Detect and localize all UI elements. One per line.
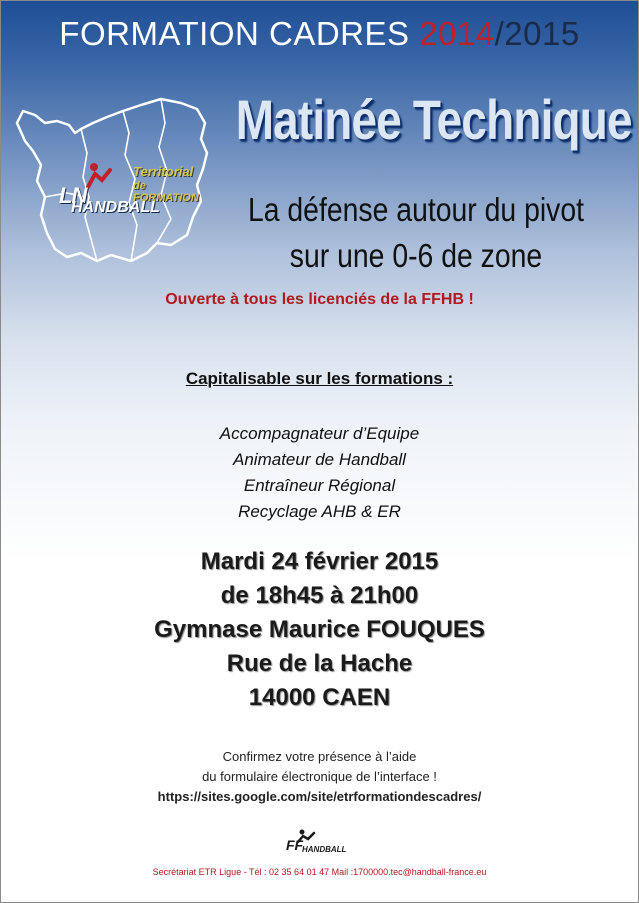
logo-handball-text: HANDBALL xyxy=(71,199,160,216)
header-year-start: 2014 xyxy=(419,15,495,52)
event-street: Rue de la Hache xyxy=(226,650,413,677)
handball-player-icon xyxy=(85,161,115,191)
header-slash: / xyxy=(494,15,505,52)
logo-formation-text: de FORMATION xyxy=(133,180,199,204)
training-item: Entraîneur Régional xyxy=(243,476,396,495)
training-item: Animateur de Handball xyxy=(233,450,406,469)
logo-territorial-text: Territorial xyxy=(133,164,194,179)
ffhandball-logo xyxy=(282,829,358,857)
training-item: Accompagnateur d’Equipe xyxy=(219,424,420,443)
header-title xyxy=(1,15,638,53)
open-notice: Ouverte à tous les licenciés de la FFHB ! xyxy=(165,291,474,308)
main-title: Matinée Technique xyxy=(235,88,632,151)
registration-link[interactable]: https://sites.google.com/site/etrformationdescadres/ xyxy=(157,789,482,804)
footer-logo-ff-text: FF xyxy=(286,837,304,853)
confirm-line-2: du formulaire électronique de l’interface ! xyxy=(202,769,437,784)
training-item: Recyclage AHB & ER xyxy=(238,502,401,521)
logo-ln-text: LN xyxy=(59,183,87,208)
confirm-line-1: Confirmez votre présence à l’aide xyxy=(222,749,417,764)
capitalisable-heading: Capitalisable sur les formations : xyxy=(185,369,454,388)
secretariat-contact: Secrétariat ETR Ligue - Tél : 02 35 64 01 47 Mail :1700000.tec@handball-france.eu xyxy=(152,867,487,877)
event-venue: Gymnase Maurice FOUQUES xyxy=(154,616,485,643)
trainings-list xyxy=(1,421,638,525)
subtitle-line-2: sur une 0-6 de zone xyxy=(289,237,543,274)
header-year-end: 2015 xyxy=(504,15,580,52)
subtitle-line-1: La défense autour du pivot xyxy=(247,191,585,228)
header-prefix: FORMATION CADRES xyxy=(59,15,420,52)
event-time: de 18h45 à 21h00 xyxy=(220,582,419,609)
footer-logo-handball-text: HANDBALL xyxy=(302,845,347,854)
event-city: 14000 CAEN xyxy=(248,684,391,711)
event-date: Mardi 24 février 2015 xyxy=(200,548,439,575)
ln-handball-territorial-logo xyxy=(57,161,207,219)
confirm-block xyxy=(1,747,638,807)
event-details xyxy=(1,545,638,715)
